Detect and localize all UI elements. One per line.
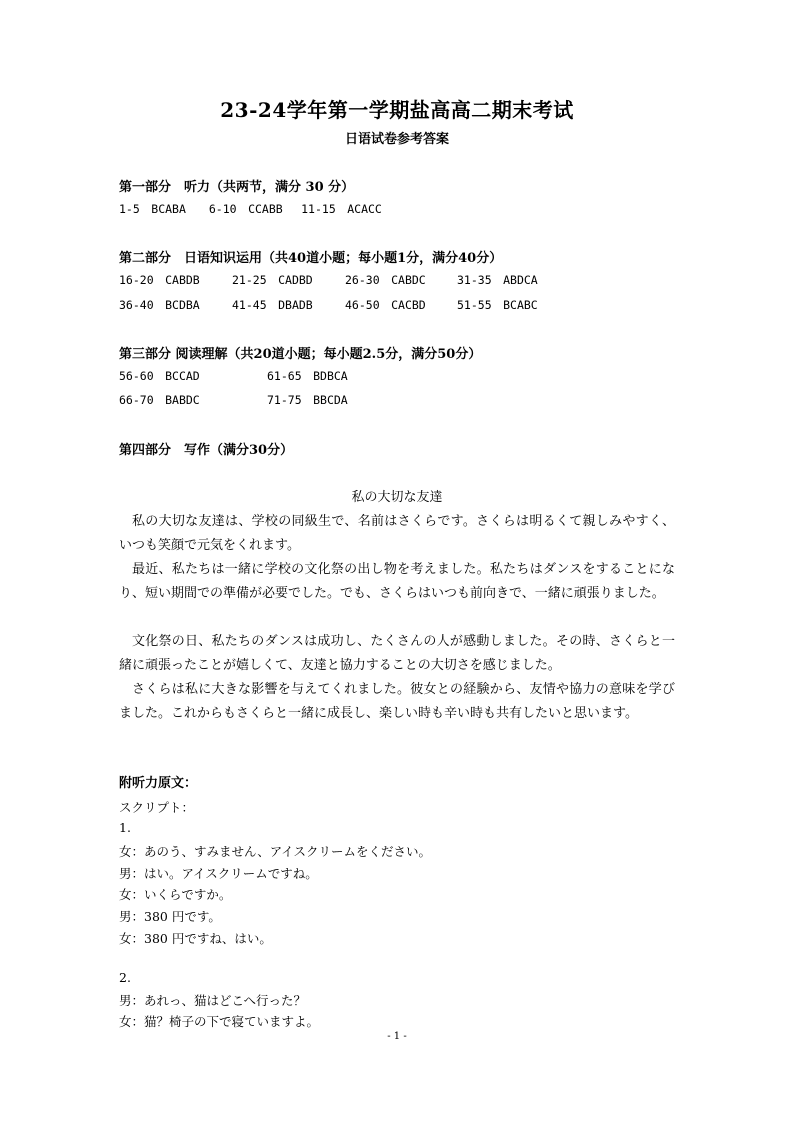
script-line: 男：はい。アイスクリームですね。 <box>119 866 318 881</box>
answer-group: 56-60 BCCAD <box>119 369 200 383</box>
part3-answer-row <box>119 368 679 386</box>
page-title: 23-24学年第一学期盐高高二期末考试 <box>220 98 574 122</box>
script-line: 女：猫？椅子の下で寝ていますよ。 <box>119 1014 320 1029</box>
script-line: 女：いくらですか。 <box>119 887 232 902</box>
essay-paragraph: さくらは私に大きな影響を与えてくれました。彼女との経験から、友情や協力の意味を学びました。これからもさくらと一緒に成長し、楽しい時も辛い時も共有したいと思います。 <box>119 682 675 721</box>
answer-group: 26-30 CABDC <box>345 273 426 287</box>
part2-answer-row <box>119 272 679 290</box>
script-line: 1. <box>119 820 131 835</box>
script-label: スクリプト： <box>119 800 195 815</box>
answer-group: 61-65 BDBCA <box>267 369 348 383</box>
page-subtitle: 日语试卷参考答案 <box>344 132 449 147</box>
essay-paragraph: 最近、私たちは一緒に学校の文化祭の出し物を考えました。私たちはダンスをすることになり、短い期間での準備が必要でした。でも、さくらはいつも前向きで、一緒に頑張りました。 <box>119 562 675 601</box>
answer-group: 16-20 CABDB <box>119 273 200 287</box>
answer-group: 71-75 BBCDA <box>267 393 348 407</box>
part1-answers: 1-5 BCABA 6-10 CCABB 11-15 ACACC <box>119 202 382 216</box>
essay-paragraph: 私の大切な友達は、学校の同級生で、名前はさくらです。さくらは明るくて親しみやすく、いつも笑顔で元気をくれます。 <box>119 514 675 553</box>
answer-group: 36-40 BCDBA <box>119 298 200 312</box>
answer-group: 31-35 ABDCA <box>457 273 538 287</box>
answer-group: 51-55 BCABC <box>457 298 538 312</box>
essay-title: 私の大切な友達 <box>351 490 443 505</box>
appendix-heading: 附听力原文： <box>119 776 198 791</box>
script-line: 男：380 円です。 <box>119 909 221 924</box>
part1-heading: 第一部分 听力（共两节，满分 30 分） <box>119 180 355 195</box>
answer-group: 66-70 BABDC <box>119 393 200 407</box>
script-line: 男：あれっ、猫はどこへ行った？ <box>119 993 307 1008</box>
part2-heading: 第二部分 日语知识运用（共40道小题；每小题1分，满分40分） <box>119 251 503 266</box>
script-line: 女：あのう、すみません、アイスクリームをください。 <box>119 844 432 859</box>
answer-group: 46-50 CACBD <box>345 298 426 312</box>
part4-heading: 第四部分 写作（满分30分） <box>119 443 294 458</box>
page-number: - 1 - <box>387 1031 407 1042</box>
script-line: 女：380 円ですね、はい。 <box>119 931 272 946</box>
part3-answer-row <box>119 392 679 410</box>
answer-group: 21-25 CADBD <box>232 273 313 287</box>
script-line: 2. <box>119 970 131 985</box>
part2-answer-row <box>119 297 679 315</box>
answer-group: 41-45 DBADB <box>232 298 313 312</box>
part3-heading: 第三部分 阅读理解（共20道小题；每小题2.5分，满分50分） <box>119 347 482 362</box>
essay-paragraph: 文化祭の日、私たちのダンスは成功し、たくさんの人が感動しました。その時、さくらと一緒に頑張ったことが嬉しくて、友達と協力することの大切さを感じました。 <box>119 634 675 673</box>
